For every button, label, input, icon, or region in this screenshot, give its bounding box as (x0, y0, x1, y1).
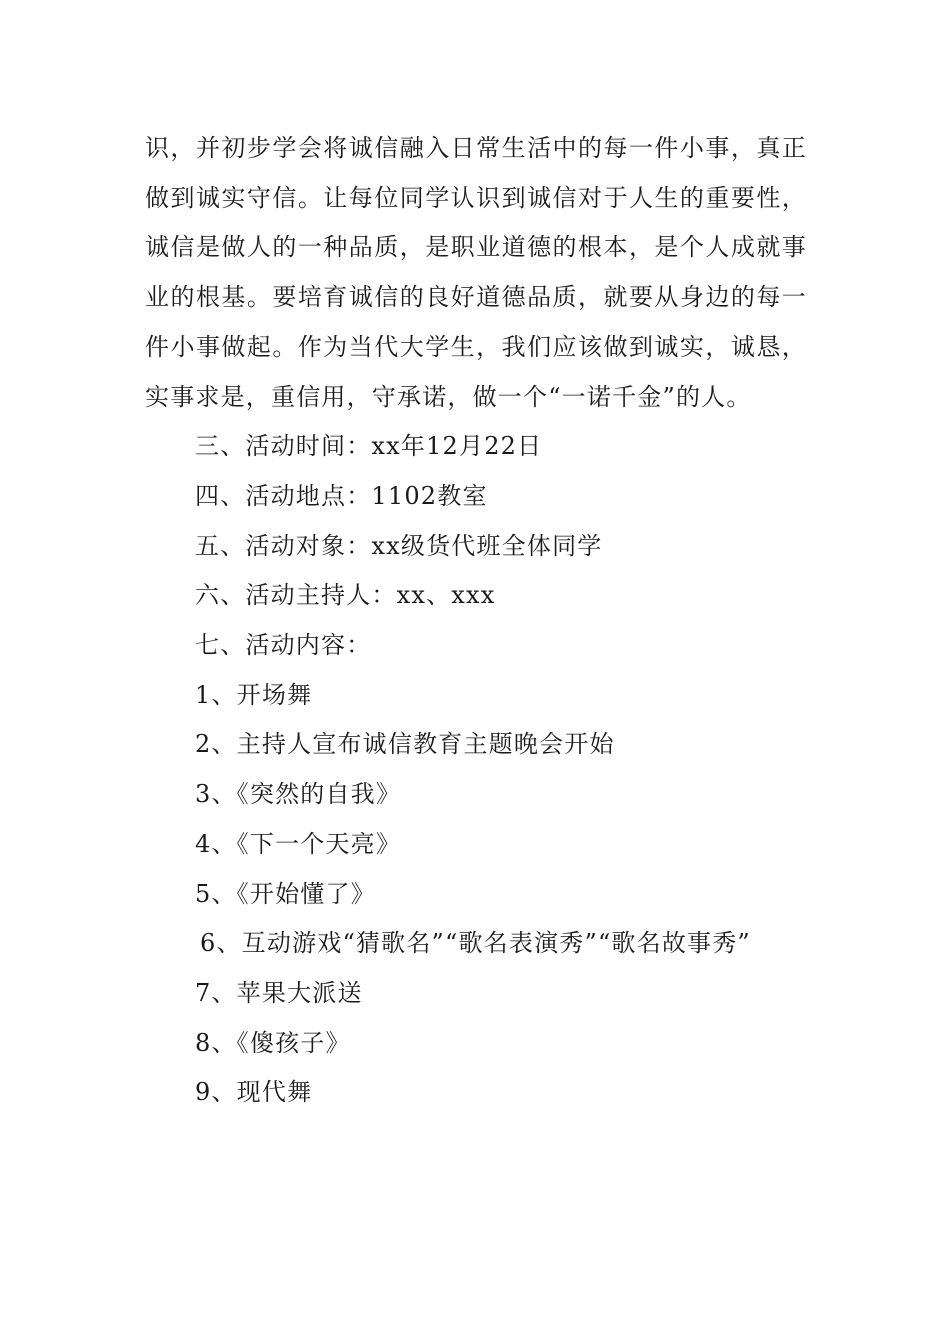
section-activity-hosts: 六、活动主持人：xx、xxx (195, 581, 496, 610)
program-item-4: 4、《下一个天亮》 (195, 829, 402, 858)
program-item-8: 8、《傻孩子》 (195, 1028, 351, 1057)
section-activity-content: 七、活动内容： (195, 631, 372, 660)
section-activity-location: 四、活动地点：1102教室 (195, 481, 488, 510)
section-activity-time: 三、活动时间：xx年12月22日 (195, 432, 543, 461)
program-item-7: 7、苹果大派送 (195, 978, 363, 1007)
intro-paragraph: 识，并初步学会将诚信融入日常生活中的每一件小事，真正做到诚实守信。让每位同学认识到诚信对于人生的重要性，诚信是做人的一种品质，是职业道德的根本，是个人成就事业的根基。要培育诚信的良好道德品质，就要从身边的每一件小事做起。作为当代大学生，我们应该做到诚实，诚恳，实事求是，重信用，守承诺，做一个“一诺千金”的人。 (145, 134, 807, 411)
program-item-6: 6、互动游戏“猜歌名”“歌名表演秀”“歌名故事秀” (200, 929, 751, 958)
program-item-3: 3、《突然的自我》 (195, 780, 402, 809)
section-activity-audience: 五、活动对象：xx级货代班全体同学 (195, 531, 603, 560)
program-item-1: 1、开场舞 (195, 680, 313, 709)
program-item-2: 2、主持人宣布诚信教育主题晚会开始 (195, 730, 615, 759)
program-item-5: 5、《开始懂了》 (195, 879, 376, 908)
program-item-9: 9、现代舞 (195, 1078, 313, 1107)
document-page (145, 124, 807, 1118)
